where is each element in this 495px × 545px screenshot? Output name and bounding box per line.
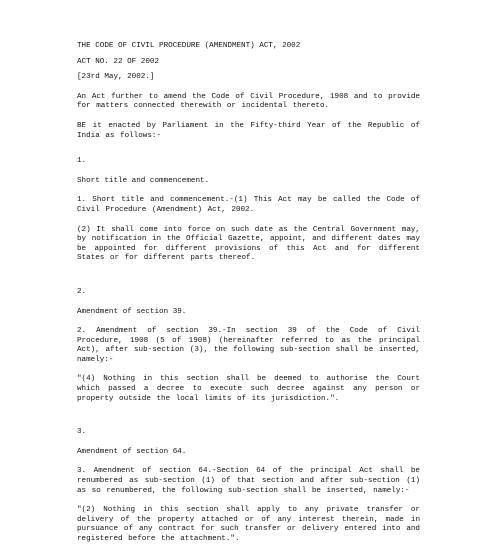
section-heading: Amendment of section 39. — [77, 307, 187, 316]
section-paragraph: 1. Short title and commencement.-(1) This Act may be called the Code of Civil Procedure (Amendment) Act, 2002. — [77, 196, 420, 214]
enacting-formula: BE it enacted by Parliament in the Fifty-third Year of the Republic of India as follows:- — [77, 121, 420, 140]
section-paragraph: 3. Amendment of section 64.-Section 64 of the principal Act shall be renumbered as sub-section (1) of that section and after sub-section (1) as so renumbered, the following sub-section shall be inserted, namely:- — [77, 467, 420, 495]
section-paragraph: "(2) Nothing in this section shall apply to any private transfer or delivery of the property attached or of any interest therein, made in pursuance of any contract for such transfer or delivery entered into and registered before the attachment.". — [77, 506, 420, 543]
act-date: [23rd May, 2002.] — [77, 73, 155, 82]
act-number: ACT NO. 22 OF 2002 — [77, 57, 160, 66]
section-paragraph: "(4) Nothing in this section shall be deemed to authorise the Court which passed a decree to execute such decree against any person or property outside the local limits of its jurisdiction.". — [77, 375, 420, 403]
section-paragraph: 2. Amendment of section 39.-In section 39 of the Code of Civil Procedure, 1908 (5 of 1908) (hereinafter referred to as the principal Act), after sub-section (3), the following sub-section shall be inserted, namely:- — [77, 327, 420, 364]
section-number: 1. — [77, 157, 87, 166]
document-title: THE CODE OF CIVIL PROCEDURE (AMENDMENT) ACT, 2002 — [77, 42, 301, 50]
section-number: 2. — [77, 287, 87, 296]
section-paragraph: (2) It shall come into force on such date as the Central Government may, by notification in the Official Gazette, appoint, and different dates may be appointed for different provisions of this Act and for different States or for different parts thereof. — [77, 225, 420, 263]
long-title: An Act further to amend the Code of Civil Procedure, 1908 and to provide for matters connected therewith or incidental thereto. — [77, 92, 420, 111]
document-page — [77, 42, 420, 545]
section-heading: Short title and commencement. — [77, 176, 210, 185]
section-heading: Amendment of section 64. — [77, 447, 187, 456]
section-number: 3. — [77, 428, 87, 437]
